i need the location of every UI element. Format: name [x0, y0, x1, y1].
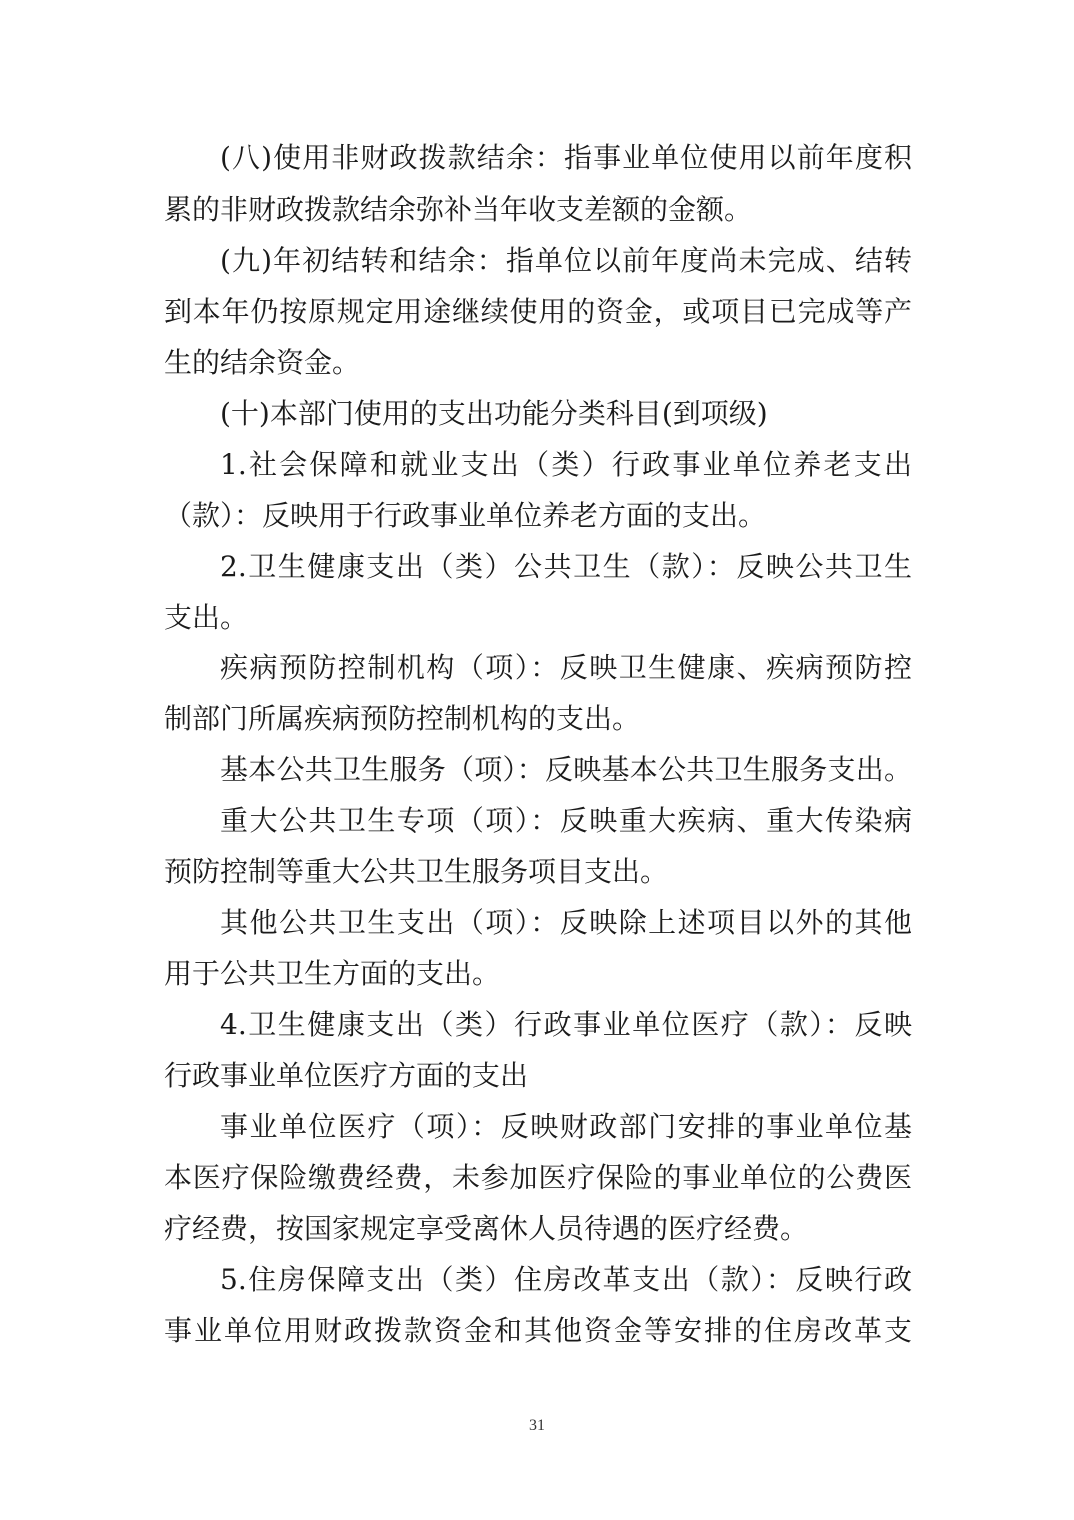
text-line: (九)年初结转和结余：指单位以前年度尚未完成、结转 — [220, 244, 912, 277]
text-line: 用于公共卫生方面的支出。 — [164, 957, 501, 990]
text-line: 5.住房保障支出（类）住房改革支出（款）：反映行政 — [220, 1263, 912, 1296]
text-line: 其他公共卫生支出（项）：反映除上述项目以外的其他 — [220, 906, 912, 939]
text-line: 事业单位医疗（项）：反映财政部门安排的事业单位基 — [220, 1110, 912, 1143]
text-line: 制部门所属疾病预防控制机构的支出。 — [164, 702, 641, 735]
text-line: 到本年仍按原规定用途继续使用的资金，或项目已完成等产 — [164, 295, 912, 328]
text-line: 累的非财政拨款结余弥补当年收支差额的金额。 — [164, 193, 753, 226]
text-line: 疗经费，按国家规定享受离休人员待遇的医疗经费。 — [164, 1212, 809, 1245]
text-line: 基本公共卫生服务（项）：反映基本公共卫生服务支出。 — [220, 753, 912, 786]
text-line: 重大公共卫生专项（项）：反映重大疾病、重大传染病 — [220, 804, 912, 837]
text-line: （款）：反映用于行政事业单位养老方面的支出。 — [164, 499, 767, 532]
text-line: 本医疗保险缴费经费，未参加医疗保险的事业单位的公费医 — [164, 1161, 912, 1194]
text-line: 支出。 — [164, 601, 249, 634]
text-line: 事业单位用财政拨款资金和其他资金等安排的住房改革支 — [164, 1314, 912, 1347]
text-line: 预防控制等重大公共卫生服务项目支出。 — [164, 855, 669, 888]
text-line: 2.卫生健康支出（类）公共卫生（款）：反映公共卫生 — [220, 550, 912, 583]
text-line: 4.卫生健康支出（类）行政事业单位医疗（款）：反映 — [220, 1008, 912, 1041]
text-line: (八)使用非财政拨款结余：指事业单位使用以前年度积 — [220, 141, 912, 174]
text-line: 生的结余资金。 — [164, 346, 361, 379]
text-line: 疾病预防控制机构（项）：反映卫生健康、疾病预防控 — [220, 651, 912, 684]
text-line: 行政事业单位医疗方面的支出 — [164, 1059, 529, 1092]
text-line: (十)本部门使用的支出功能分类科目(到项级) — [220, 397, 768, 430]
text-line: 1.社会保障和就业支出（类）行政事业单位养老支出 — [220, 448, 912, 481]
page-number: 31 — [529, 1417, 545, 1434]
